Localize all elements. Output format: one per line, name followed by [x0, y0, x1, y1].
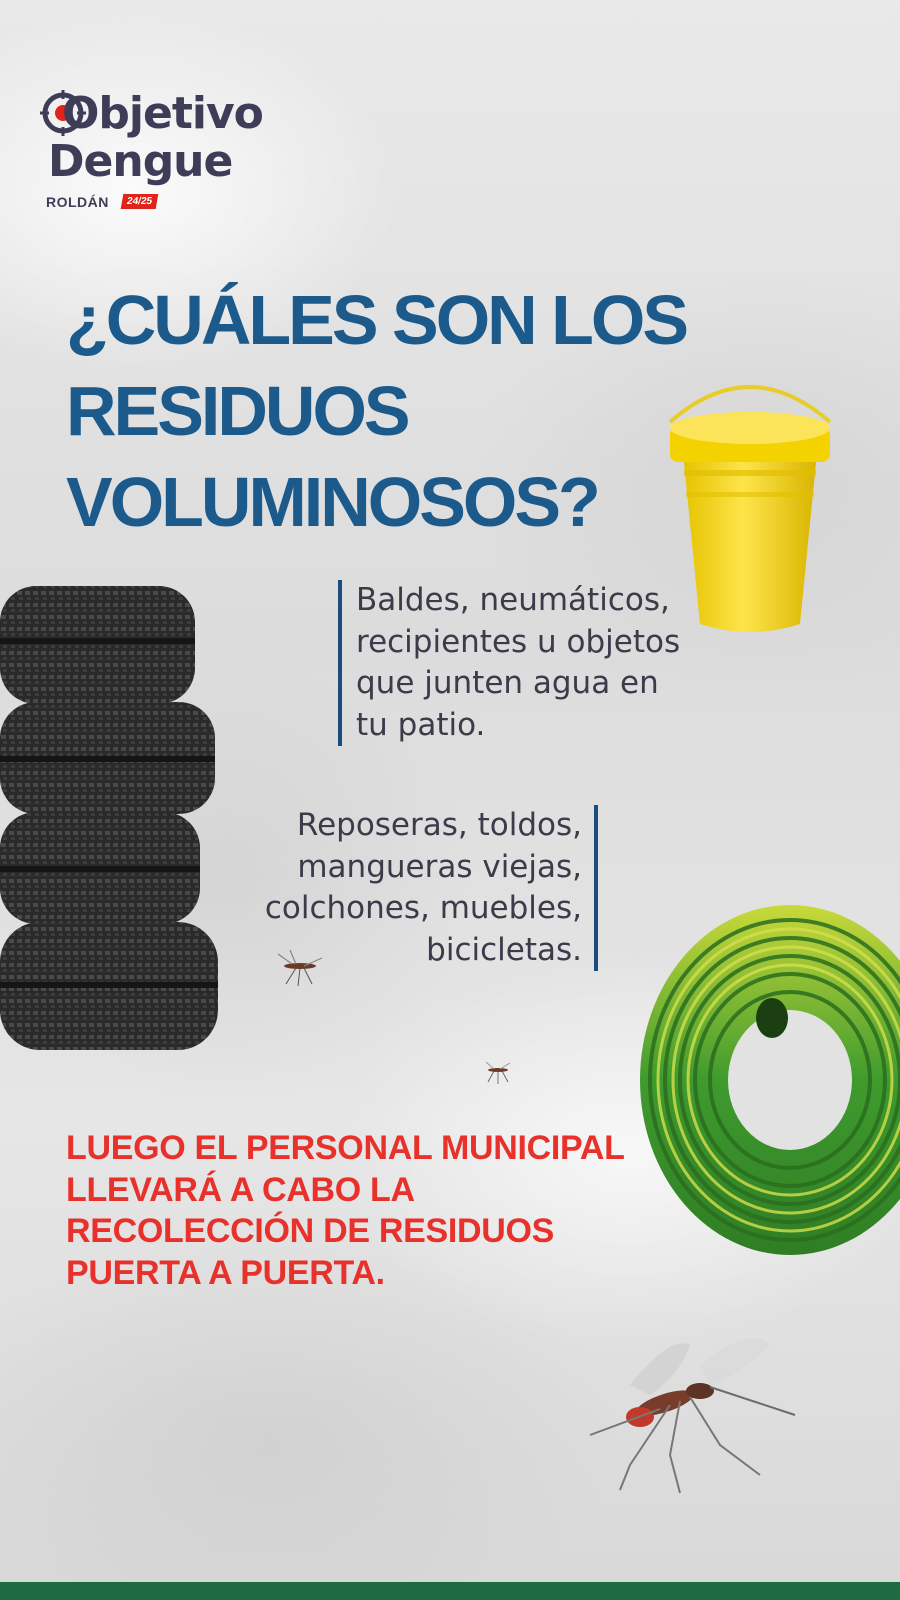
title-line: ¿CUÁLES SON LOS	[66, 281, 687, 359]
title-line: RESIDUOS	[66, 372, 408, 450]
text-line: que junten agua en	[356, 665, 659, 701]
green-hose-image	[640, 890, 900, 1270]
notice-line: PUERTA A PUERTA.	[66, 1253, 385, 1292]
bulky-waste-examples-2	[265, 805, 598, 971]
logo-badge: 24/25	[121, 194, 159, 209]
page-title	[66, 275, 746, 548]
text-line: Reposeras, toldos,	[296, 807, 582, 843]
title-line: VOLUMINOSOS?	[66, 463, 598, 541]
large-mosquito-icon	[570, 1325, 810, 1495]
logo-line1: Objetivo	[62, 88, 263, 139]
notice-line: LUEGO EL PERSONAL MUNICIPAL	[66, 1129, 625, 1167]
logo-city: ROLDÁN	[46, 194, 109, 210]
yellow-bucket-image	[660, 362, 840, 642]
notice-line: LLEVARÁ A CABO LA	[66, 1170, 415, 1209]
text-line: colchones, muebles,	[264, 890, 582, 926]
text-line: Baldes, neumáticos,	[356, 582, 670, 618]
notice-line: RECOLECCIÓN DE RESIDUOS	[66, 1212, 555, 1250]
bulky-waste-examples-1	[338, 580, 680, 746]
objetivo-dengue-logo	[40, 88, 300, 218]
stacked-tires-image	[0, 578, 225, 1058]
mosquito-icon	[480, 1058, 516, 1086]
text-line: bicicletas.	[426, 931, 582, 968]
logo-line2: Dengue	[48, 136, 233, 187]
text-line: tu patio.	[356, 706, 486, 743]
text-line: recipientes u objetos	[356, 623, 681, 660]
mosquito-icon	[272, 948, 328, 988]
bottom-bar	[0, 1582, 900, 1600]
collection-notice	[66, 1128, 625, 1294]
text-line: mangueras viejas,	[297, 848, 582, 885]
